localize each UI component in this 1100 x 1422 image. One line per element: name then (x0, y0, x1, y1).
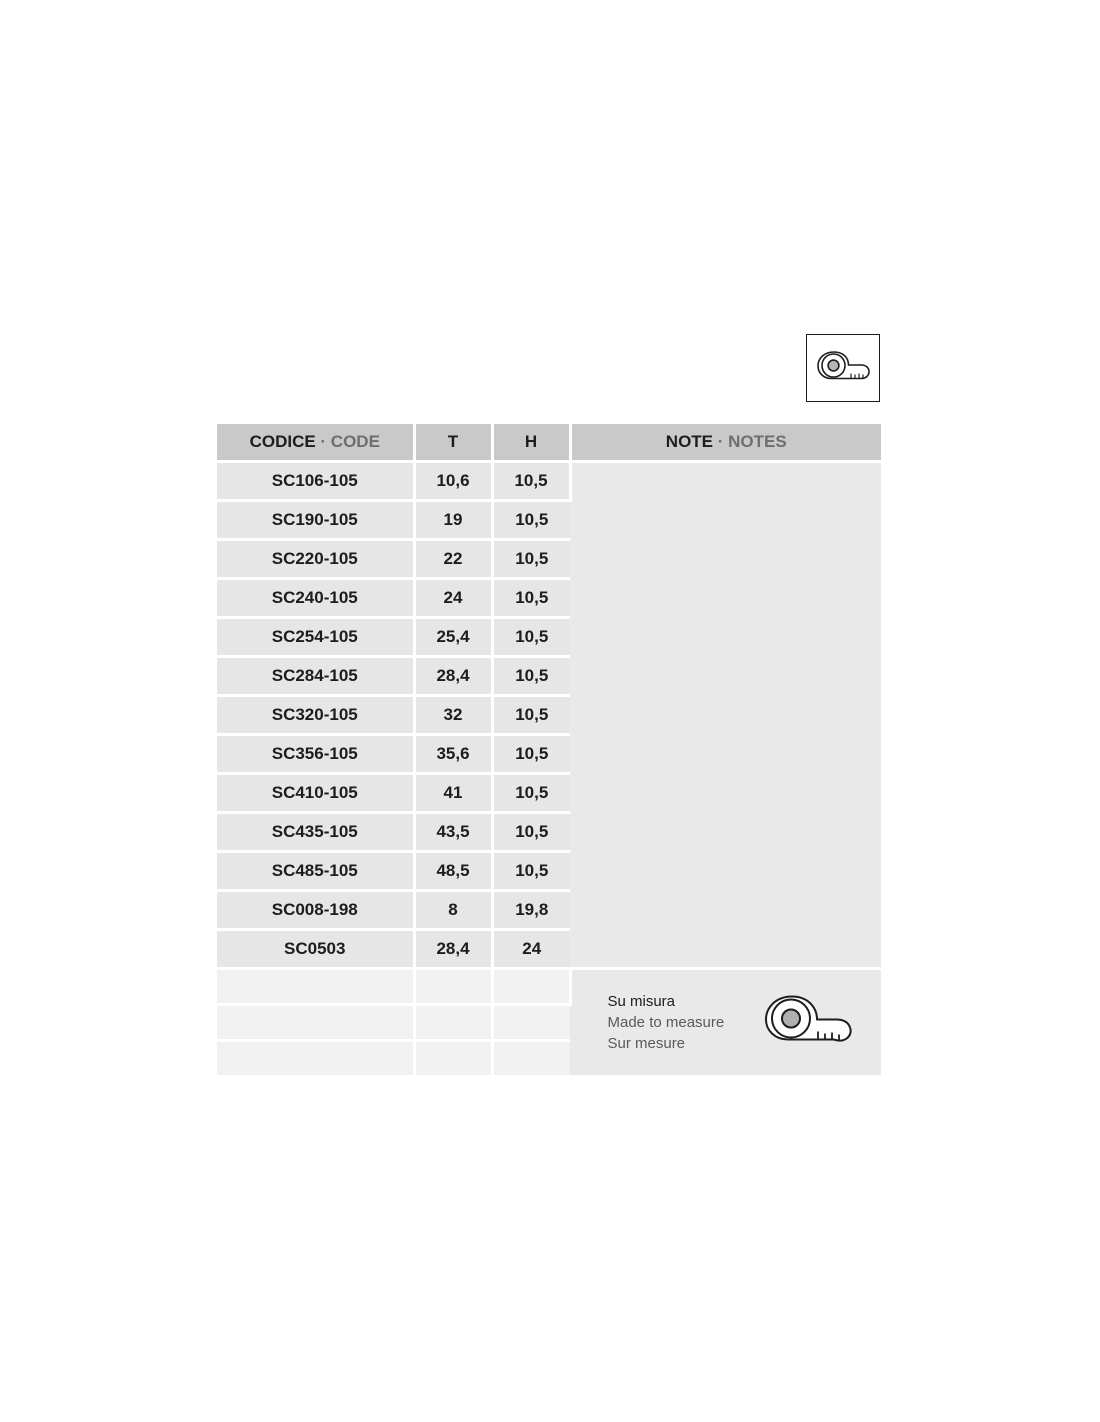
made-to-measure-block (572, 970, 882, 1075)
cell-t: 10,6 (414, 462, 492, 501)
cell-code: SC008-198 (217, 891, 414, 930)
cell-h-empty (492, 969, 570, 1005)
tape-measure-icon (760, 990, 856, 1050)
cell-code-empty (217, 1005, 414, 1041)
cell-h: 10,5 (492, 501, 570, 540)
cell-code: SC220-105 (217, 540, 414, 579)
cell-h: 10,5 (492, 852, 570, 891)
column-header-note (570, 424, 881, 462)
cell-h: 10,5 (492, 579, 570, 618)
cell-code-empty (217, 1041, 414, 1077)
cell-h: 10,5 (492, 735, 570, 774)
cell-code: SC410-105 (217, 774, 414, 813)
column-header-code (217, 424, 414, 462)
cell-t: 25,4 (414, 618, 492, 657)
cell-h: 10,5 (492, 696, 570, 735)
cell-t: 24 (414, 579, 492, 618)
cell-code: SC320-105 (217, 696, 414, 735)
cell-code: SC106-105 (217, 462, 414, 501)
cell-t: 32 (414, 696, 492, 735)
cell-t-empty (414, 1041, 492, 1077)
cell-t-empty (414, 1005, 492, 1041)
cell-t: 41 (414, 774, 492, 813)
cell-note-block (570, 462, 881, 969)
made-to-measure-en: Made to measure (607, 1013, 725, 1031)
cell-code: SC0503 (217, 930, 414, 969)
cell-t: 43,5 (414, 813, 492, 852)
cell-h: 10,5 (492, 813, 570, 852)
column-header-note-it: NOTE (665, 432, 714, 451)
cell-code: SC356-105 (217, 735, 414, 774)
cell-code: SC190-105 (217, 501, 414, 540)
cell-t: 22 (414, 540, 492, 579)
table-row (217, 462, 881, 501)
column-header-note-sep: · (713, 432, 729, 451)
cell-h: 10,5 (492, 540, 570, 579)
spec-table (217, 424, 881, 1078)
tape-measure-icon (814, 346, 872, 390)
cell-t: 19 (414, 501, 492, 540)
made-to-measure-cell (570, 969, 881, 1077)
cell-h: 19,8 (492, 891, 570, 930)
made-to-measure-fr: Sur mesure (607, 1035, 686, 1053)
cell-t: 35,6 (414, 735, 492, 774)
cell-code: SC435-105 (217, 813, 414, 852)
cell-h: 24 (492, 930, 570, 969)
spec-table-container (217, 424, 881, 1078)
cell-h: 10,5 (492, 462, 570, 501)
table-header (217, 424, 881, 462)
cell-t: 28,4 (414, 657, 492, 696)
column-header-note-en: NOTES (728, 432, 787, 451)
table-header-row (217, 424, 881, 462)
made-to-measure-it: Su misura (607, 992, 676, 1010)
column-header-t: T (414, 424, 492, 462)
made-to-measure-text (608, 991, 725, 1055)
cell-t: 48,5 (414, 852, 492, 891)
cell-t-empty (414, 969, 492, 1005)
cell-code: SC284-105 (217, 657, 414, 696)
cell-h-empty (492, 1041, 570, 1077)
table-body (217, 462, 881, 1077)
made-to-measure-icon-wrap (760, 990, 856, 1055)
cell-code-empty (217, 969, 414, 1005)
cell-code: SC240-105 (217, 579, 414, 618)
cell-h: 10,5 (492, 618, 570, 657)
cell-t: 28,4 (414, 930, 492, 969)
column-header-code-it: CODICE (249, 432, 316, 451)
cell-t: 8 (414, 891, 492, 930)
tape-measure-badge (806, 334, 880, 402)
column-header-h: H (492, 424, 570, 462)
table-row-empty (217, 969, 881, 1005)
cell-h-empty (492, 1005, 570, 1041)
column-header-code-en: CODE (330, 432, 380, 451)
cell-h: 10,5 (492, 774, 570, 813)
cell-h: 10,5 (492, 657, 570, 696)
cell-code: SC485-105 (217, 852, 414, 891)
column-header-sep: · (315, 432, 331, 451)
cell-code: SC254-105 (217, 618, 414, 657)
